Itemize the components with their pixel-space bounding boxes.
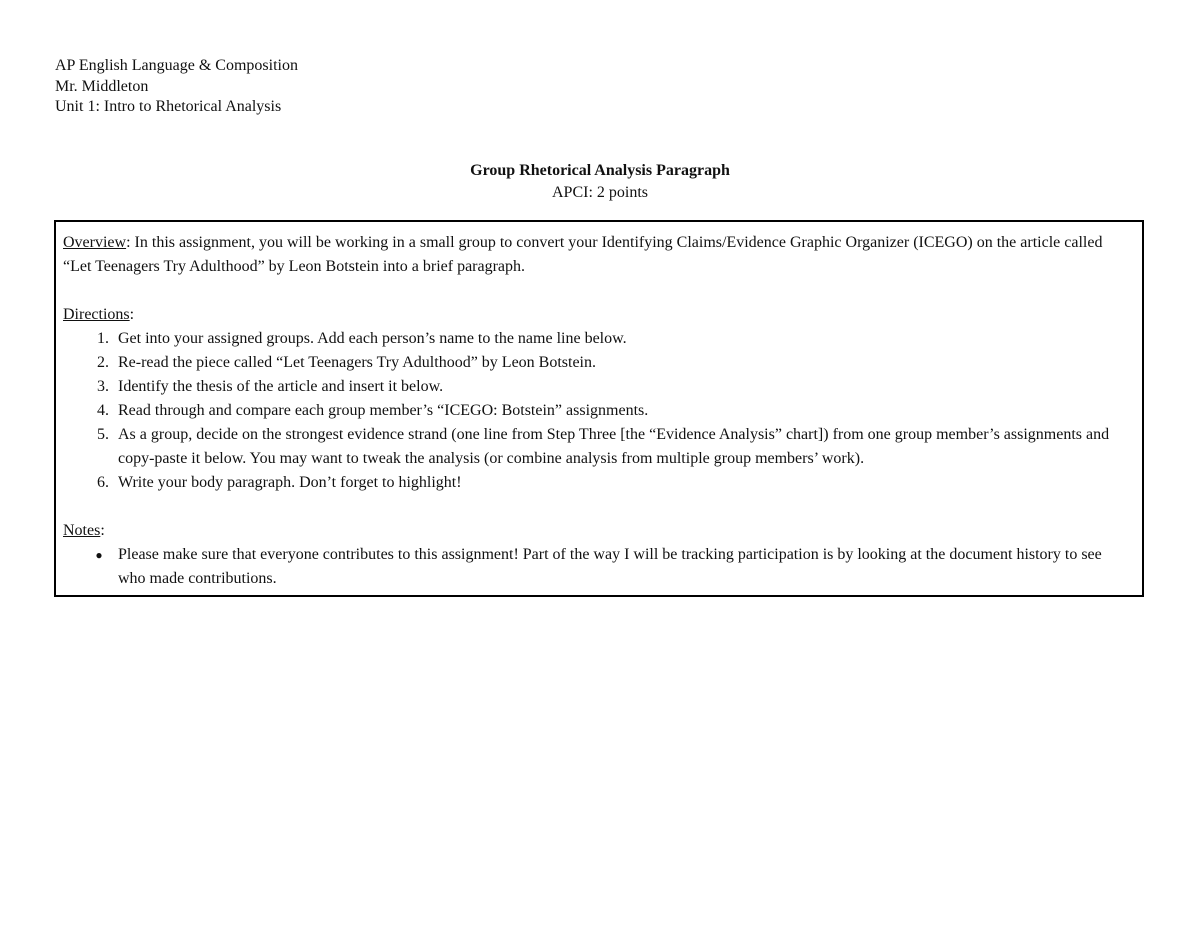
unit-name: Unit 1: Intro to Rhetorical Analysis <box>55 98 282 115</box>
list-item <box>63 543 1132 591</box>
list-item <box>63 351 1132 375</box>
list-number: 5. <box>97 426 109 443</box>
assignment-box <box>54 220 1144 597</box>
document-header <box>55 56 298 118</box>
list-number: 3. <box>97 378 109 395</box>
list-item-text: Re-read the piece called “Let Teenagers Try Adulthood” by Leon Botstein. <box>118 354 596 371</box>
list-number: 1. <box>97 330 109 347</box>
course-name: AP English Language & Composition <box>55 57 298 74</box>
list-item <box>63 375 1132 399</box>
notes-colon: : <box>100 522 105 539</box>
list-number: 2. <box>97 354 109 371</box>
list-item-text: Get into your assigned groups. Add each person’s name to the name line below. <box>118 330 627 347</box>
list-item-text: Identify the thesis of the article and insert it below. <box>118 378 444 395</box>
title-block <box>0 160 1200 204</box>
list-item <box>63 423 1132 471</box>
list-item <box>63 399 1132 423</box>
teacher-name: Mr. Middleton <box>55 77 149 95</box>
notes-heading <box>63 519 1132 543</box>
notes-label: Notes <box>63 522 101 539</box>
directions-list <box>63 327 1132 495</box>
page-title: Group Rhetorical Analysis Paragraph <box>470 162 730 179</box>
list-item-text: Read through and compare each group member’s “ICEGO: Botstein” assignments. <box>118 402 649 419</box>
list-number: 4. <box>97 402 109 419</box>
notes-list <box>63 543 1132 591</box>
list-item-text: As a group, decide on the strongest evidence strand (one line from Step Three [the “Evidence Analysis” chart]) from one group member’s assignments and copy-paste it below. You may want to tweak the analysis (or combine analysis from multiple group members’ work). <box>118 426 1110 467</box>
list-number: 6. <box>97 474 109 491</box>
directions-colon: : <box>129 306 135 323</box>
bullet-icon: ● <box>95 548 103 562</box>
directions-heading <box>63 303 1132 327</box>
overview-paragraph <box>63 231 1132 279</box>
directions-label: Directions <box>63 306 130 323</box>
overview-text: : In this assignment, you will be working in a small group to convert your Identifying Claims/Evidence Graphic Organizer (ICEGO) on the article called “Let Teenagers Try Adulthood” by Leon Botstein into a brief paragraph. <box>63 234 1103 275</box>
points-subtitle: APCI: 2 points <box>551 184 648 201</box>
list-item-text: Write your body paragraph. Don’t forget to highlight! <box>118 474 462 491</box>
list-item-text: Please make sure that everyone contributes to this assignment! Part of the way I will be tracking participation is by looking at the document history to see who made contributions. <box>118 546 1102 587</box>
list-item <box>63 327 1132 351</box>
overview-label: Overview <box>63 234 127 251</box>
list-item <box>63 471 1132 495</box>
